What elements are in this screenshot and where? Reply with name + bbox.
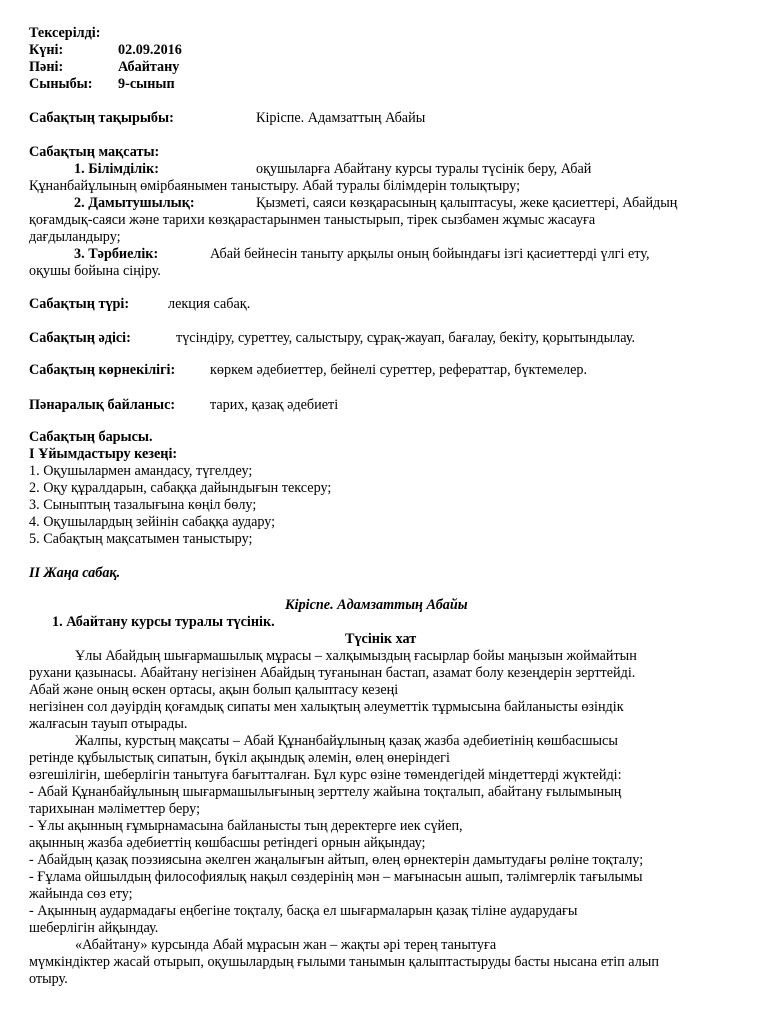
date-value: 02.09.2016 (118, 42, 182, 58)
note-line: «Абайтану» курсында Абай мұрасын жан – жақты әрі терең танытуға (75, 937, 497, 953)
date-label: Күні: (29, 42, 64, 58)
note-line: Абай және оның өскен ортасы, ақын болып қалыптасу кезеңі (29, 682, 399, 698)
stage2-title: ІІ Жаңа сабақ. (29, 565, 121, 581)
goal-edu-line1: оқушыларға Абайтану курсы туралы түсінік беру, Абай (256, 161, 592, 177)
note-line: шеберлігін айқындау. (29, 920, 159, 936)
lesson-title: Кіріспе. Адамзаттың Абайы (285, 597, 468, 613)
goal-dev-line1: Қызметі, саяси көзқарасының қалыптасуы, жеке қасиеттері, Абайдың (256, 195, 678, 211)
note-line: тарихынан мәліметтер беру; (29, 801, 201, 817)
goal-dev-line2: қоғамдық-саяси және тарихи көзқарастарынмен таныстырып, тірек сызбамен жұмыс жасауға (29, 212, 596, 228)
note-line: Жалпы, курстың мақсаты – Абай Құнанбайұлының қазақ жазба әдебиетінің көшбасшысы (75, 733, 618, 749)
goal-edu-line2: Құнанбайұлының өмірбаянымен таныстыру. Абай туралы білімдерін толықтыру; (29, 178, 521, 194)
note-line: - Ұлы ақынның ғұмырнамасына байланысты тың деректерге иек сүйеп, (29, 818, 463, 834)
stage1-item: 4. Оқушылардың зейінін сабаққа аудару; (29, 514, 276, 530)
goal-dev-line3: дағдыландыру; (29, 229, 121, 245)
subject-label: Пәні: (29, 59, 64, 75)
interdisc-value: тарих, қазақ әдебиеті (210, 397, 339, 413)
stage1-title: І Ұйымдастыру кезеңі: (29, 446, 178, 462)
goals-label: Сабақтың мақсаты: (29, 144, 160, 160)
note-line: жалғасын тауып отырады. (29, 716, 188, 732)
note-line: ретінде құбылыстық сипатын, бүкіл ақындық әлемін, өлең өнеріндегі (29, 750, 450, 766)
note-line: - Ақынның аудармадағы еңбегіне тоқталу, басқа ел шығармаларын қазақ тіліне аударудағы (29, 903, 578, 919)
goal-upb-label: 3. Тәрбиелік: (74, 246, 159, 262)
visual-value: көркем әдебиеттер, бейнелі суреттер, рефераттар, бүктемелер. (210, 362, 588, 378)
stage1-item: 2. Оқу құралдарын, сабаққа дайындығын тексеру; (29, 480, 332, 496)
type-label: Сабақтың түрі: (29, 296, 130, 312)
class-label: Сыныбы: (29, 76, 93, 92)
note-line: мүмкіндіктер жасай отырып, оқушылардың ғылыми танымын қалыптастыруды басты нысана етіп алып (29, 954, 659, 970)
lesson-item1: 1. Абайтану курсы туралы түсінік. (52, 614, 275, 630)
stage1-item: 1. Оқушылармен амандасу, түгелдеу; (29, 463, 253, 479)
topic-value: Кіріспе. Адамзаттың Абайы (256, 110, 426, 126)
note-line: - Абай Құнанбайұлының шығармашылығының зерттелу жайына тоқталып, абайтану ғылымының (29, 784, 622, 800)
method-label: Сабақтың әдісі: (29, 330, 131, 346)
checked-label: Тексерілді: (29, 25, 101, 41)
note-title: Түсінік хат (345, 631, 417, 647)
note-line: - Абайдың қазақ поэзиясына әкелген жаңалығын айтып, өлең өрнектерін дамытудағы рөліне тоқталу; (29, 852, 644, 868)
note-line: негізінен сол дәуірдің қоғамдық сипаты мен халықтың әлеуметтік тұрмысына байланысты өзіндік (29, 699, 624, 715)
goal-dev-label: 2. Дамытушылық: (74, 195, 195, 211)
note-line: Ұлы Абайдың шығармашылық мұрасы – халқымыздың ғасырлар бойы маңызын жоймайтын (75, 648, 637, 664)
interdisc-label: Пәнаралық байланыс: (29, 397, 176, 413)
goal-upb-line2: оқушы бойына сіңіру. (29, 263, 161, 279)
goal-edu-label: 1. Білімділік: (74, 161, 159, 177)
note-line: рухани қазынасы. Абайтану негізінен Абайдың туғанынан бастап, азамат болу кезеңдерін зерттейді. (29, 665, 636, 681)
subject-value: Абайтану (118, 59, 180, 75)
method-value: түсіндіру, суреттеу, салыстыру, сұрақ-жауап, бағалау, бекіту, қорытындылау. (176, 330, 636, 346)
class-value: 9-сынып (118, 76, 175, 92)
stage1-item: 5. Сабақтың мақсатымен таныстыру; (29, 531, 253, 547)
topic-label: Сабақтың тақырыбы: (29, 110, 174, 126)
goal-upb-line1: Абай бейнесін таныту арқылы оның бойындағы ізгі қасиеттерді үлгі ету, (210, 246, 650, 262)
note-line: ақынның жазба әдебиеттің көшбасшы ретіндегі орнын айқындау; (29, 835, 426, 851)
progress-title: Сабақтың барысы. (29, 429, 153, 445)
note-line: өзгешілігін, шеберлігін танытуға бағытталған. Бұл курс өзіне төмендегідей міндеттерді жүктейді: (29, 767, 622, 783)
stage1-item: 3. Сыныптың тазалығына көңіл бөлу; (29, 497, 257, 513)
note-line: жайында сөз ету; (29, 886, 133, 902)
note-line: отыру. (29, 971, 68, 987)
note-line: - Ғұлама ойшылдың философиялық нақыл сөздерінің мән – мағынасын ашып, тәлімгерлік тағылымы (29, 869, 643, 885)
type-value: лекция сабақ. (168, 296, 251, 312)
visual-label: Сабақтың көрнекілігі: (29, 362, 176, 378)
